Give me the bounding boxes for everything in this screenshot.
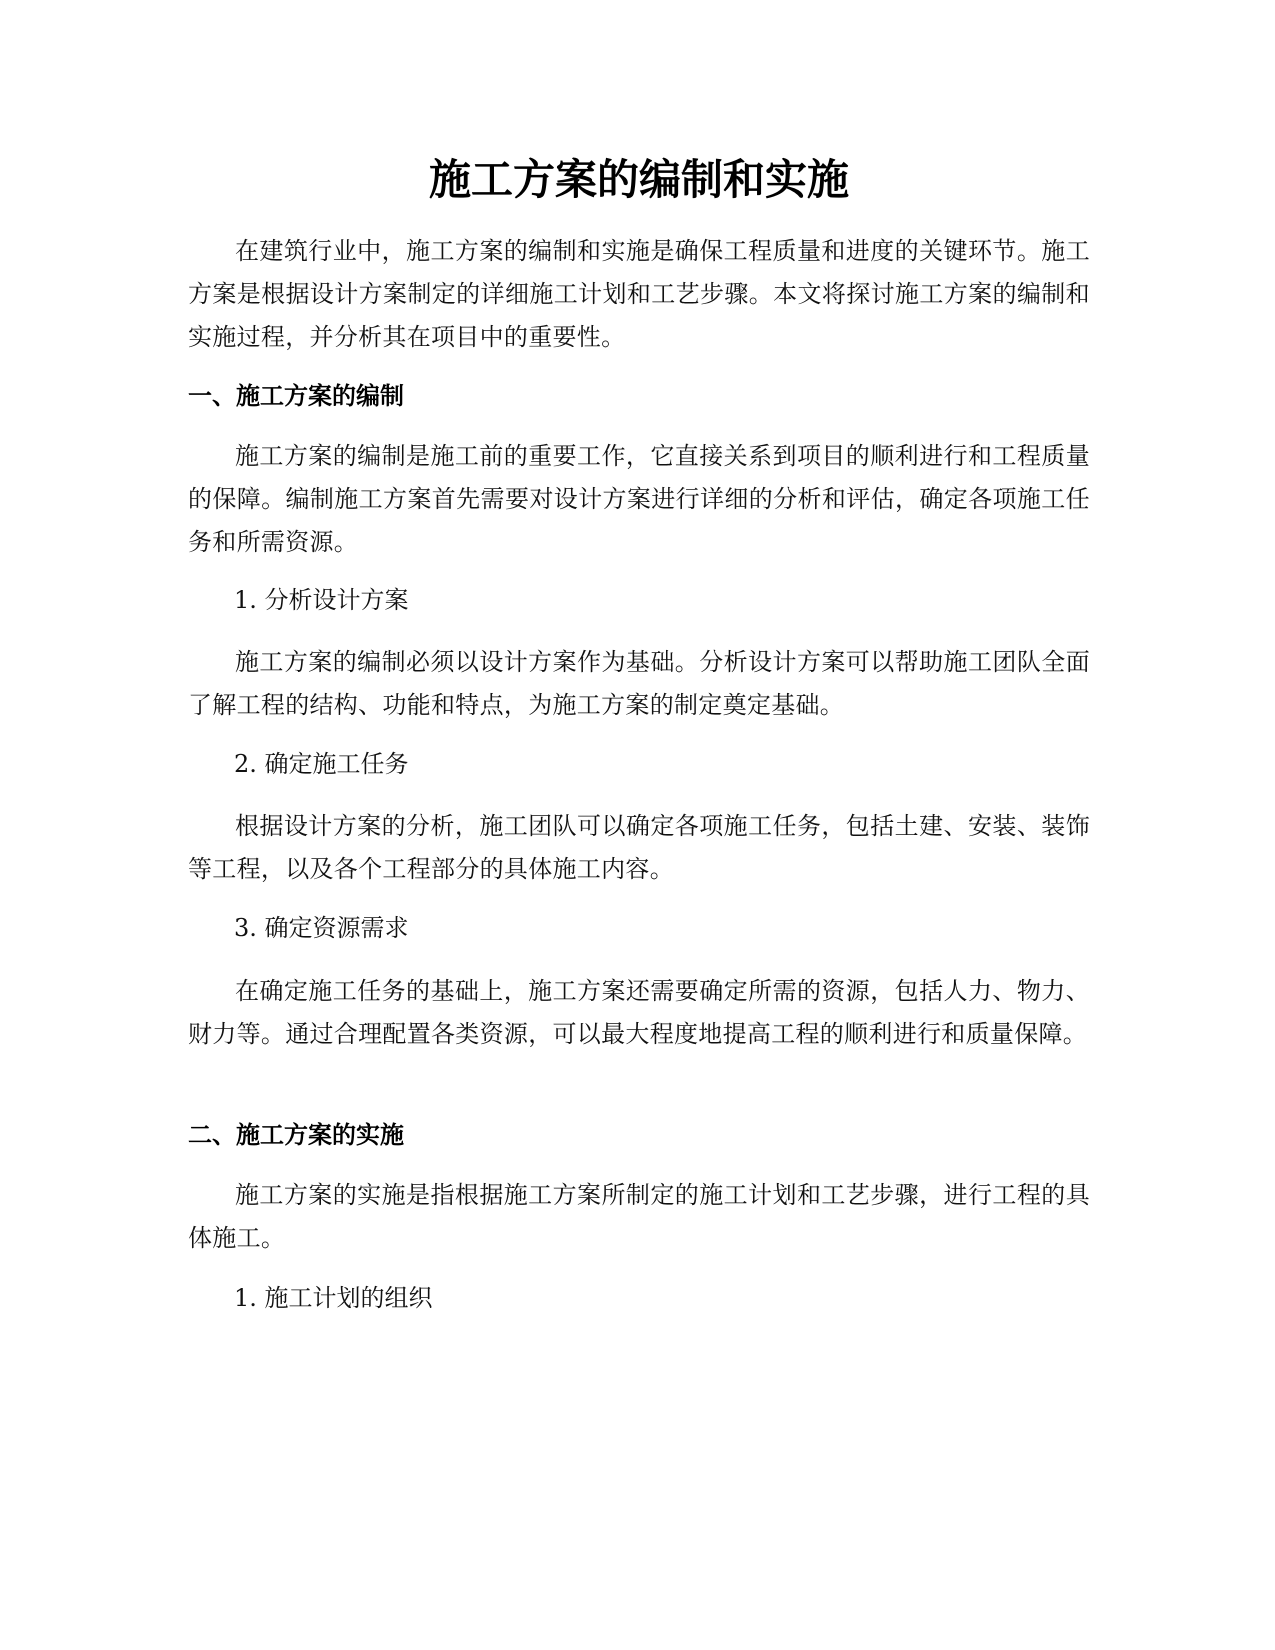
- section1-item3-label: 3. 确定资源需求: [234, 914, 409, 942]
- section1-item3-text: 在确定施工任务的基础上，施工方案还需要确定所需的资源，包括人力、物力、财力等。通过合理配置各类资源，可以最大程度地提高工程的顺利进行和质量保障。: [188, 977, 1090, 1048]
- section1-item1-text: 施工方案的编制必须以设计方案作为基础。分析设计方案可以帮助施工团队全面了解工程的结构、功能和特点，为施工方案的制定奠定基础。: [188, 648, 1090, 719]
- section1-item2-label: 2. 确定施工任务: [234, 750, 409, 778]
- section2-item1-label: 1. 施工计划的组织: [234, 1284, 433, 1312]
- section2-paragraph: 施工方案的实施是指根据施工方案所制定的施工计划和工艺步骤，进行工程的具体施工。: [188, 1181, 1090, 1252]
- section1-item2-text: 根据设计方案的分析，施工团队可以确定各项施工任务，包括土建、安装、装饰等工程，以及各个工程部分的具体施工内容。: [188, 812, 1090, 883]
- intro-paragraph: 在建筑行业中，施工方案的编制和实施是确保工程质量和进度的关键环节。施工方案是根据设计方案制定的详细施工计划和工艺步骤。本文将探讨施工方案的编制和实施过程，并分析其在项目中的重要性。: [188, 237, 1090, 351]
- section1-paragraph: 施工方案的编制是施工前的重要工作，它直接关系到项目的顺利进行和工程质量的保障。编制施工方案首先需要对设计方案进行详细的分析和评估，确定各项施工任务和所需资源。: [188, 442, 1090, 556]
- section1-item1-label: 1. 分析设计方案: [234, 586, 409, 614]
- document-title: 施工方案的编制和实施: [428, 155, 849, 204]
- section1-heading: 一、施工方案的编制: [188, 382, 404, 410]
- section2-heading: 二、施工方案的实施: [188, 1121, 404, 1149]
